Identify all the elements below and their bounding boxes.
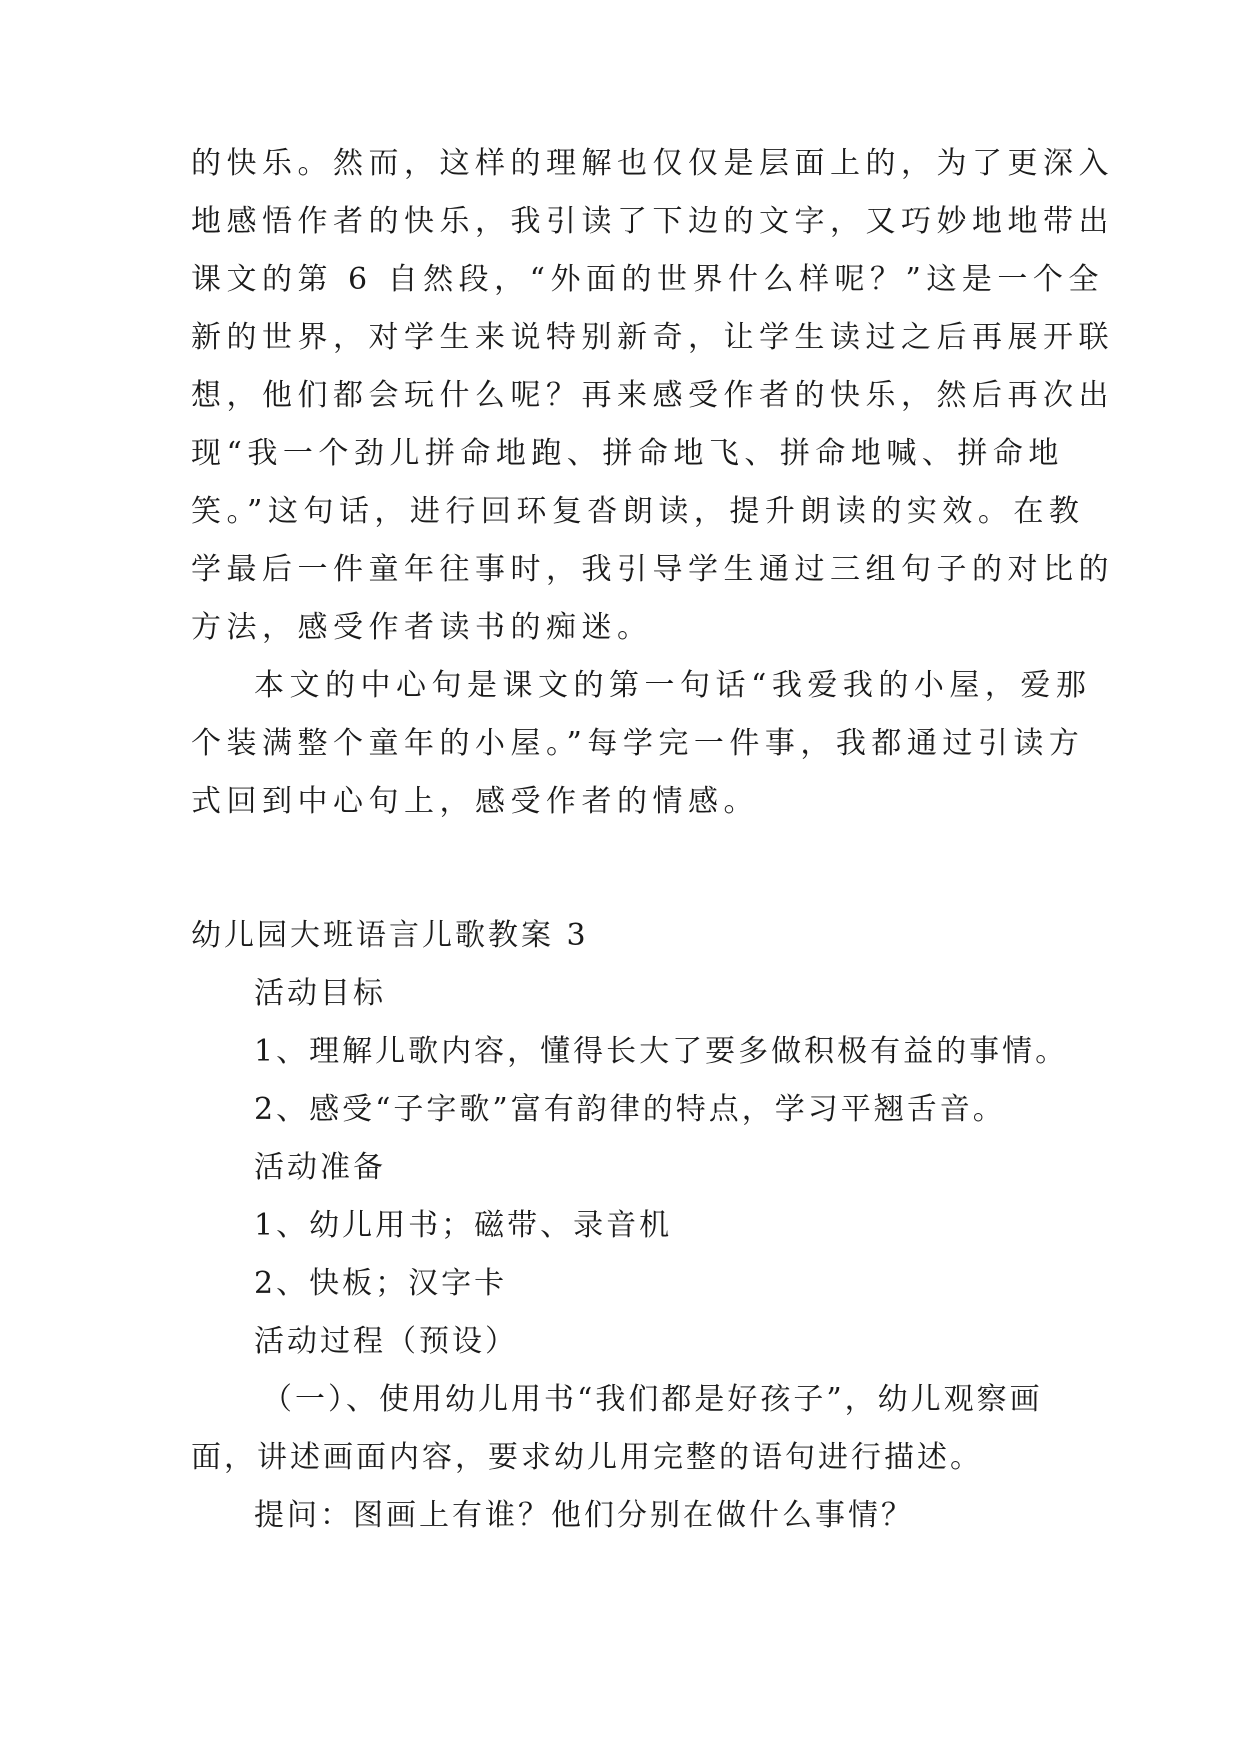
goal-item-1: 1、理解儿歌内容，懂得长大了要多做积极有益的事情。 [254,1034,1069,1069]
subheading-process: 活动过程（预设） [254,1324,518,1359]
body-line-3: 课文的第 6 自然段，“外面的世界什么样呢？”这是一个全 [191,262,1104,297]
body-line-4: 新的世界，对学生来说特别新奇，让学生读过之后再展开联 [191,320,1114,355]
body-line-2: 地感悟作者的快乐，我引读了下边的文字，又巧妙地地带出 [191,204,1114,239]
body-line-1: 的快乐。然而，这样的理解也仅仅是层面上的，为了更深入 [191,146,1114,181]
process-line-2: 面，讲述画面内容，要求幼儿用完整的语句进行描述。 [191,1440,983,1475]
body-line-7: 笑。”这句话，进行回环复沓朗读，提升朗读的实效。在教 [191,494,1085,529]
preparation-item-1: 1、幼儿用书；磁带、录音机 [254,1208,673,1243]
body-line-9: 方法，感受作者读书的痴迷。 [191,610,653,645]
process-question: 提问：图画上有谁？他们分别在做什么事情？ [254,1498,914,1533]
body-line-6: 现“我一个劲儿拼命地跑、拼命地飞、拼命地喊、拼命地 [191,436,1064,471]
goal-item-2: 2、感受“子字歌”富有韵律的特点，学习平翘舌音。 [254,1092,1006,1127]
subheading-goals: 活动目标 [254,976,386,1011]
process-line-1: （一）、使用幼儿用书“我们都是好孩子”，幼儿观察画 [262,1382,1043,1417]
body-line-12: 式回到中心句上，感受作者的情感。 [191,784,759,819]
body-line-10: 本文的中心句是课文的第一句话“我爱我的小屋，爱那 [254,668,1092,703]
body-line-11: 个装满整个童年的小屋。”每学完一件事，我都通过引读方 [191,726,1085,761]
subheading-preparation: 活动准备 [254,1150,386,1185]
section-title: 幼儿园大班语言儿歌教案 3 [191,918,589,953]
body-line-8: 学最后一件童年往事时，我引导学生通过三组句子的对比的 [191,552,1114,587]
body-line-5: 想，他们都会玩什么呢？再来感受作者的快乐，然后再次出 [191,378,1114,413]
preparation-item-2: 2、快板；汉字卡 [254,1266,508,1301]
